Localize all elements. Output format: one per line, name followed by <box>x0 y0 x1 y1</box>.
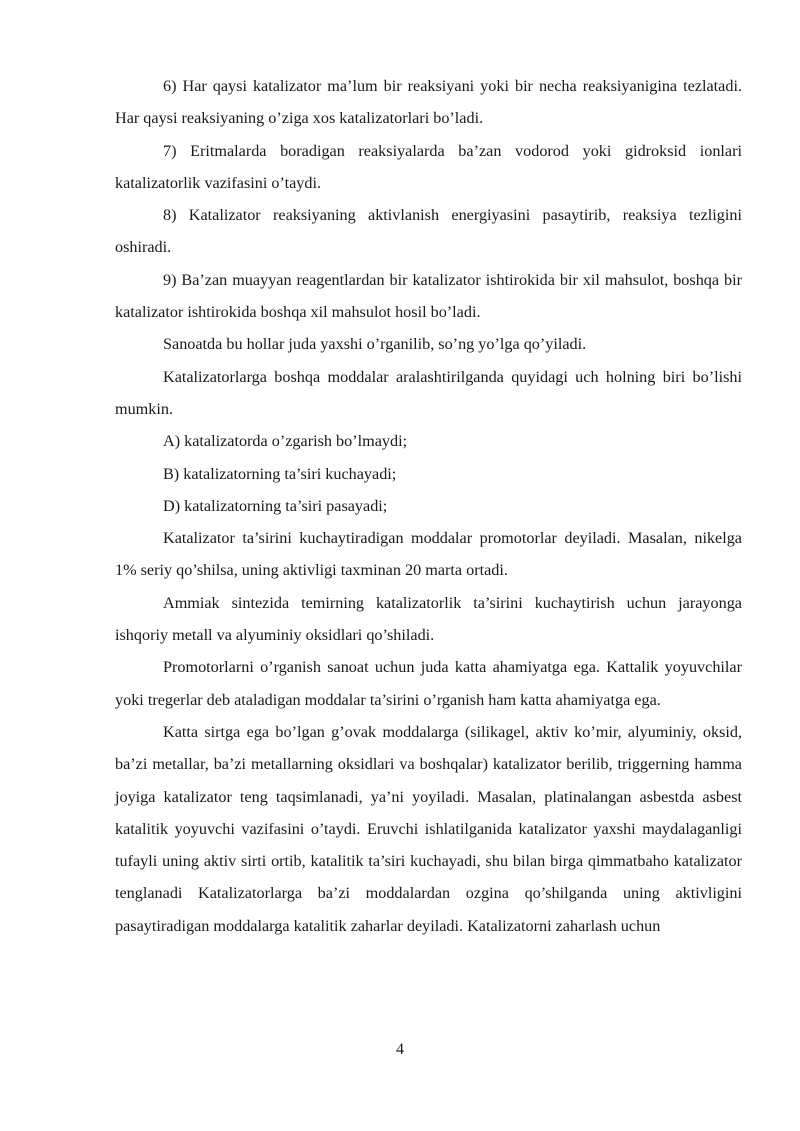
paragraph-item-9: 9) Ba’zan muayyan reagentlardan bir katalizator ishtirokida bir xil mahsulot, boshqa bir katalizator ishtirokida boshqa xil mahsulot hosil bo’ladi. <box>115 270 742 322</box>
list-item-a: A) katalizatorda o’zgarish bo’lmaydi; <box>163 432 408 451</box>
paragraph-ammonia: Ammiak sintezida temirning katalizatorlik ta’sirini kuchaytirish uchun jarayonga ishqoriy metall va alyuminiy oksidlari qo’shiladi. <box>115 593 742 645</box>
paragraph-industry: Sanoatda bu hollar juda yaxshi o’rganilib, so’ng yo’lga qo’yiladi. <box>163 335 587 354</box>
list-item-b: B) katalizatorning ta’siri kuchayadi; <box>163 464 397 483</box>
paragraph-promoter-study: Promotorlarni o’rganish sanoat uchun juda katta ahamiyatga ega. Kattalik yoyuvchilar yoki tregerlar deb ataladigan moddalar ta’sirini o’rganish ham katta ahamiyatga ega. <box>115 658 742 709</box>
list-item-d: D) katalizatorning ta’siri pasayadi; <box>163 496 388 515</box>
paragraph-item-7: 7) Eritmalarda boradigan reaksiyalarda ba’zan vodorod yoki gidroksid ionlari katalizatorlik vazifasini o’taydi. <box>115 141 742 192</box>
paragraph-promoters: Katalizator ta’sirini kuchaytiradigan moddalar promotorlar deyiladi. Masalan, nikelga 1% seriy qo’shilsa, uning aktivligi taxminan 20 marta ortadi. <box>115 529 742 580</box>
paragraph-porous-supports: Katta sirtga ega bo’lgan g’ovak moddalarga (silikagel, aktiv ko’mir, alyuminiy, oksid, ba’zi metallar, ba’zi metallarning oksidlari va boshqalar) katalizator berilib, triggerning hamma joyiga katalizator teng taqsimlanadi, ya’ni yoyiladi. Masalan, platinalangan asbestda asbest katalitik yoyuvchi vazifasini o’taydi. Eruvchi ishlatilganida katalizator yaxshi maydalaganligi tufayli uning aktiv sirti ortib, katalitik ta’siri kuchayadi, shu bilan birga qimmatbaho katalizator tenglanadi Katalizatorlarga ba’zi moddalardan ozgina qo’shilganda uning aktivligini pasaytiradigan moddalarga katalitik zaharlar deyiladi. Katalizatorni zaharlash uchun <box>115 722 742 935</box>
paragraph-item-6: 6) Har qaysi katalizator ma’lum bir reaksiyani yoki bir necha reaksiyanigina tezlatadi. Har qaysi reaksiyaning o’ziga xos katalizatorlari bo’ladi. <box>115 77 742 128</box>
document-page <box>115 70 742 942</box>
page-number: 4 <box>396 1041 404 1058</box>
paragraph-item-8: 8) Katalizator reaksiyaning aktivlanish energiyasini pasaytirib, reaksiya tezligini oshiradi. <box>115 206 742 257</box>
paragraph-mixtures-intro: Katalizatorlarga boshqa moddalar aralashtirilganda quyidagi uch holning biri bo’lishi mumkin. <box>115 367 742 418</box>
